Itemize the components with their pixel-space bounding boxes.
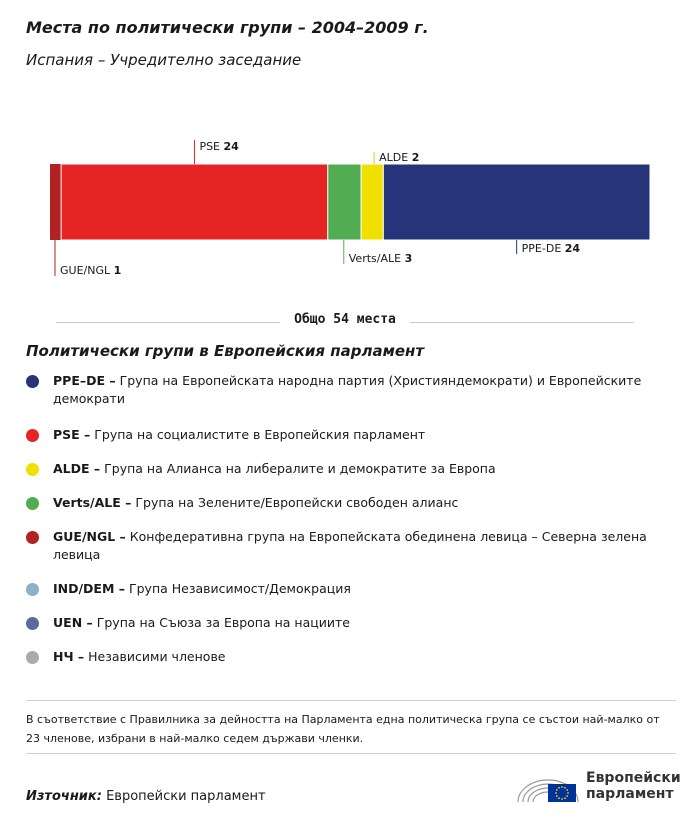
legend-text: Група на Зелените/Европейски свободен алианс <box>131 495 459 510</box>
legend-text: Група на Алианса на либералите и демократите за Европа <box>100 461 496 476</box>
legend-abbr: UEN – <box>53 615 93 630</box>
legend-abbr: PSE – <box>53 427 91 442</box>
data-label-verts-ale: Verts/ALE 3 <box>348 252 413 265</box>
eu-star-icon <box>556 789 558 791</box>
source-text: Европейски парламент <box>101 789 266 804</box>
bar-segment-alde <box>361 164 383 240</box>
data-label-pse: PSE 24 <box>199 140 239 153</box>
ep-logo-text <box>586 770 681 802</box>
legend-text: Група на социалистите в Европейския парламент <box>90 427 426 442</box>
eu-star-icon <box>567 792 569 794</box>
legend-abbr: GUE/NGL – <box>53 529 126 544</box>
legend-dot-icon <box>26 463 39 476</box>
legend-title: Политически групи в Европейския парламент <box>26 342 425 360</box>
legend <box>26 372 676 666</box>
legend-dot-icon <box>26 429 39 442</box>
ep-logo-line1: Европейски <box>586 770 681 786</box>
total-seats <box>56 312 634 332</box>
source <box>26 789 266 804</box>
bar-segment-pse <box>61 164 328 240</box>
legend-item <box>26 460 676 478</box>
source-label: Източник: <box>26 789 102 804</box>
seat-bar-chart <box>0 130 700 290</box>
legend-text: Група на Съюза за Европа на нациите <box>92 615 350 630</box>
bar-segment-ppe-de <box>383 164 650 240</box>
legend-item <box>26 494 676 512</box>
ep-logo-line2: парламент <box>586 786 674 802</box>
legend-item <box>26 580 676 598</box>
eu-star-icon <box>561 798 563 800</box>
legend-dot-icon <box>26 497 39 510</box>
legend-abbr: ALDE – <box>53 461 101 476</box>
legend-abbr: НЧ – <box>53 649 85 664</box>
eu-star-icon <box>561 786 563 788</box>
note-divider-top <box>26 700 676 701</box>
legend-abbr: IND/DEM – <box>53 581 126 596</box>
note-divider-bottom <box>26 753 676 754</box>
legend-dot-icon <box>26 375 39 388</box>
legend-text: Група на Европейската народна партия (Християндемократи) и Европейските демократи <box>53 373 642 406</box>
bar-segment-gue-ngl <box>50 164 61 240</box>
eu-star-icon <box>564 797 566 799</box>
chart-title: Места по политически групи – 2004–2009 г. <box>26 18 429 37</box>
data-label-ppe-de: PPE-DE 24 <box>521 242 581 255</box>
legend-item <box>26 528 676 564</box>
total-seats-label: Общо 54 места <box>280 312 410 327</box>
data-label-gue-ngl: GUE/NGL 1 <box>60 264 122 277</box>
ep-logo <box>514 764 684 804</box>
ep-hemicycle-icon <box>514 764 584 804</box>
legend-dot-icon <box>26 583 39 596</box>
legend-dot-icon <box>26 651 39 664</box>
data-label-alde: ALDE 2 <box>379 151 420 164</box>
eu-star-icon <box>558 787 560 789</box>
legend-abbr: PPE–DE – <box>53 373 116 388</box>
legend-dot-icon <box>26 531 39 544</box>
legend-item <box>26 648 676 666</box>
footnote: В съответствие с Правилника за дейността на Парламента една политическа група се състои най-малко от 23 членове, избрани в най-малко седем държави членки. <box>26 713 660 745</box>
legend-dot-icon <box>26 617 39 630</box>
legend-item <box>26 614 676 632</box>
legend-item <box>26 372 676 408</box>
legend-text: Група Независимост/Демокрация <box>125 581 351 596</box>
chart-subtitle: Испания – Учредително заседание <box>26 51 302 69</box>
eu-star-icon <box>558 797 560 799</box>
eu-star-icon <box>564 787 566 789</box>
eu-star-icon <box>566 795 568 797</box>
eu-star-icon <box>555 792 557 794</box>
eu-star-icon <box>556 795 558 797</box>
bar-segment-verts-ale <box>328 164 361 240</box>
eu-star-icon <box>566 789 568 791</box>
legend-item <box>26 426 676 444</box>
legend-text: Независими членове <box>84 649 226 664</box>
legend-abbr: Verts/ALE – <box>53 495 132 510</box>
legend-text: Конфедеративна група на Европейската обединена левица – Северна зелена левица <box>53 529 647 562</box>
